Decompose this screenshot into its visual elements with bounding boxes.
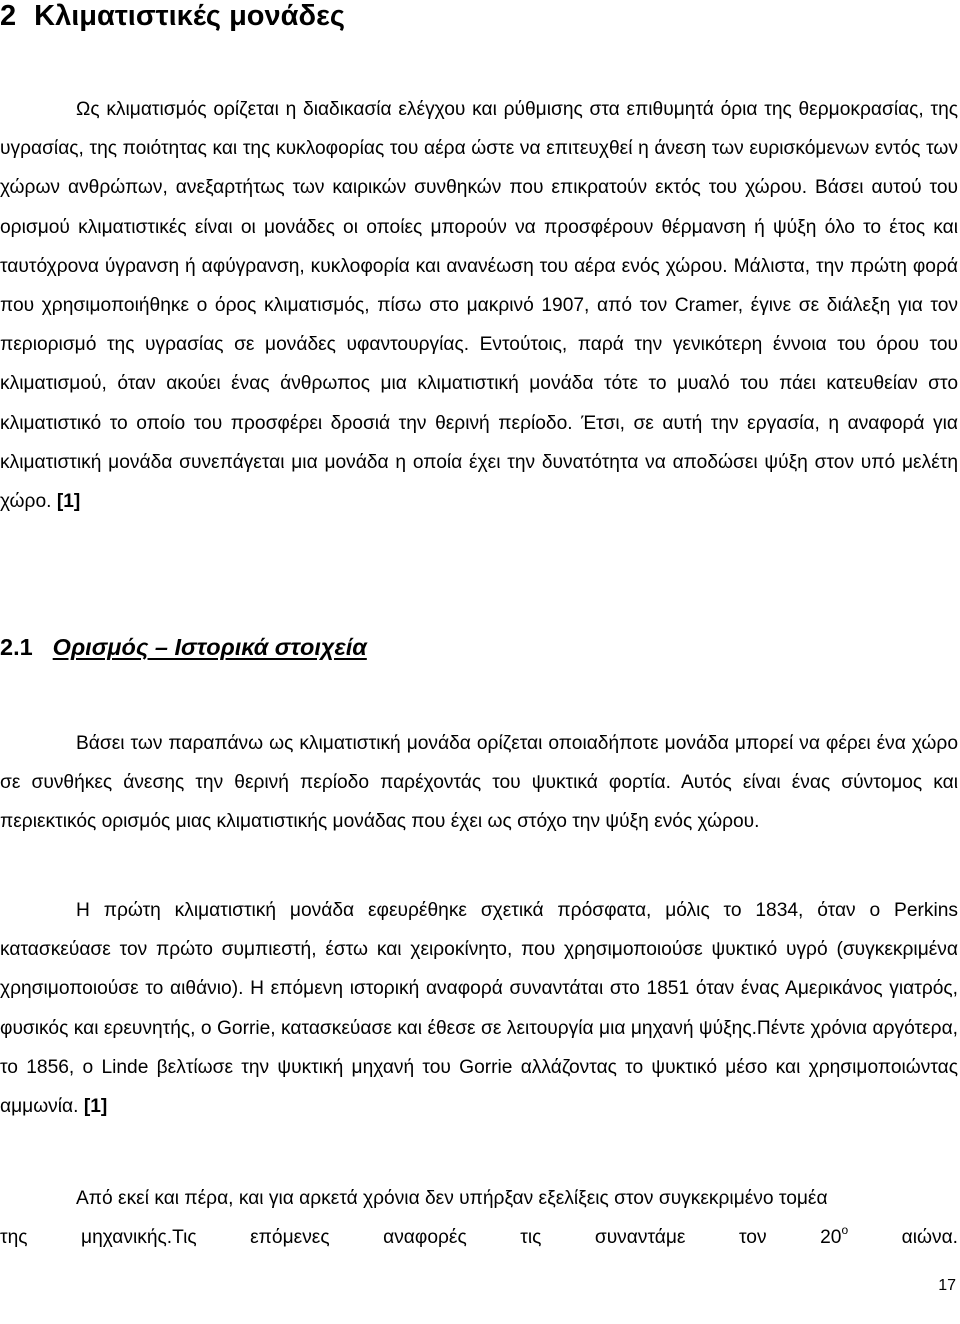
later-paragraph-line2: της μηχανικής.Τις επόμενες αναφορές τις συναντάμε τον $20^o$ αιώνα.: [0, 1223, 958, 1249]
section-heading: [0, 625, 960, 669]
section-title: Ορισμός – Ιστορικά στοιχεία: [52, 634, 367, 660]
definition-paragraph-text: Βάσει των παραπάνω ως κλιματιστική μονάδα ορίζεται οποιαδήποτε μονάδα μπορεί να φέρει ένα χώρο σε συνθήκες άνεσης την θερινή περίοδο παρέχοντάς του ψυκτικά φορτία. Αυτός είναι ένας σύντομος και περιεκτικός ορισμός μιας κλιματιστικής μονάδας που έχει ως στόχο την ψύξη ενός χώρου.: [0, 733, 958, 833]
definition-paragraph: [0, 724, 958, 842]
citation-link[interactable]: [1]: [83, 1096, 108, 1118]
page-number: 17: [938, 1277, 956, 1294]
section-number: 2.1: [0, 634, 33, 660]
chapter-number: 2: [0, 0, 17, 32]
citation-link[interactable]: [1]: [56, 491, 81, 513]
intro-paragraph-text: Ως κλιματισμός ορίζεται η διαδικασία ελέγχου και ρύθμισης στα επιθυμητά όρια της θερμοκρασίας, της υγρασίας, της ποιότητας και της κυκλοφορίας του αέρα ώστε να επιτευχθεί η άνεση των ευρισκόμενων εντός των χώρων ανθρώπων, ανεξαρτήτως των καιρικών συνθηκών που επικρατούν εκτός του χώρου. Βάσει αυτού του ορισμού κλιματιστικές είναι οι μονάδες οι οποίες μπορούν να προσφέρουν θέρμανση ή ψύξη όλο το έτος και ταυτόχρονα ύγρανση ή αφύγρανση, κυκλοφορία και ανανέωση του αέρα ενός χώρου. Μάλιστα, την πρώτη φορά που χρησιμοποιήθηκε ο όρος κλιματισμός, πίσω στο μακρινό 1907, από τον Cramer, έγινε σε διάλεξη για τον περιορισμό της υγρασίας σε μονάδες υφαντουργίας. Εντούτοις, παρά την γενικότερη έννοια του όρου του κλιματισμού, όταν ακούει ένας άνθρωπος μια κλιματιστική μονάδα τότε το μυαλό του πάει κατευθείαν στο κλιματιστικό το οποίο του προσφέρει δροσιά την θερινή περίοδο. Έτσι, σε αυτή την εργασία, η αναφορά για κλιματιστική μονάδα συνεπάγεται μια μονάδα η οποία έχει την δυνατότητα να αποδώσει ψύξη στον υπό μελέτη χώρο.: [0, 99, 958, 513]
chapter-title: Κλιματιστικές μονάδες: [34, 0, 345, 32]
history-paragraph-text: Η πρώτη κλιματιστική μονάδα εφευρέθηκε σχετικά πρόσφατα, μόλις το 1834, όταν ο Perkins κατασκεύασε τον πρώτο συμπιεστή, έστω και χειροκίνητο, που χρησιμοποιούσε ψυκτικό υγρό (συγκεκριμένα χρησιμοποιούσε το αιθάνιο). Η επόμενη ιστορική αναφορά συναντάται στο 1851 όταν ένας Αμερικάνος γιατρός, φυσικός και ερευνητής, ο Gorrie, κατασκεύασε και έθεσε σε λειτουργία μια μηχανή ψύξης.Πέντε χρόνια αργότερα, το 1856, ο Linde βελτίωσε την ψυκτική μηχανή του Gorrie αλλάζοντας το ψυκτικό μέσο και χρησιμοποιώντας αμμωνία.: [0, 900, 958, 1118]
intro-paragraph: [0, 90, 958, 521]
superscript-ordinal: ο: [841, 1223, 849, 1238]
later-paragraph: [0, 1179, 958, 1257]
chapter-heading: [0, 0, 960, 36]
later-paragraph-line1: Από εκεί και πέρα, και για αρκετά χρόνια δεν υπήρξαν εξελίξεις στον συγκεκριμένο τομέα: [76, 1188, 828, 1209]
history-paragraph: [0, 891, 958, 1126]
